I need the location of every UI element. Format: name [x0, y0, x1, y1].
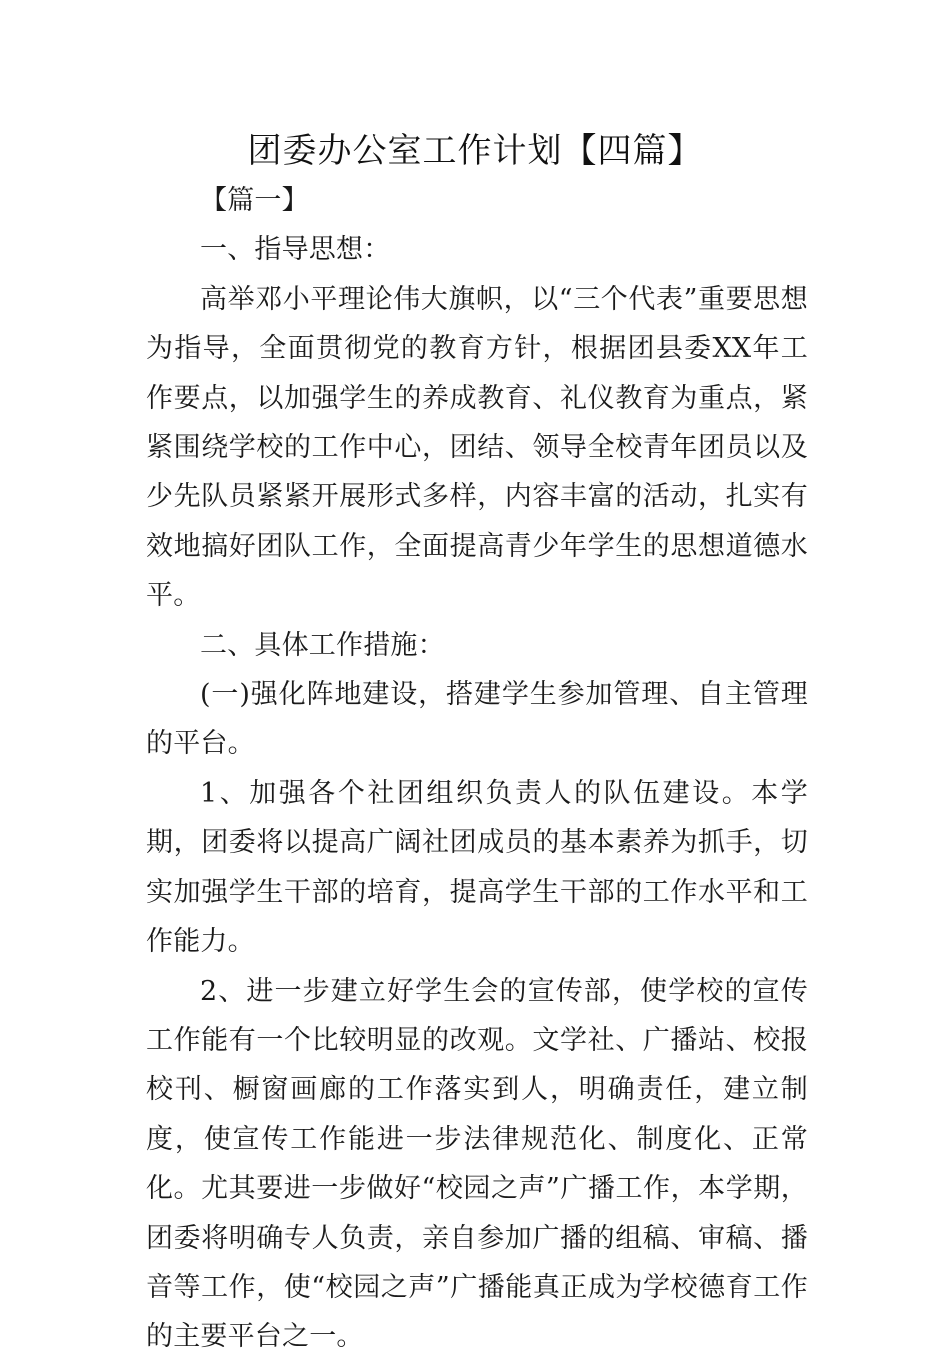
heading-guiding-ideology: 一、指导思想： — [200, 234, 391, 266]
document-title: 团委办公室工作计划【四篇】 — [247, 131, 703, 171]
heading-specific-measures: 二、具体工作措施： — [200, 629, 445, 661]
section-heading-part-one: 【篇一】 — [200, 185, 309, 216]
document-body — [146, 176, 808, 1362]
paragraph-item-two: 2、进一步建立好学生会的宣传部，使学校的宣传工作能有一个比较明显的改观。文学社、广播站、校报校刊、橱窗画廊的工作落实到人，明确责任，建立制度，使宣传工作能进一步法律规范化、制度化、正常化。尤其要进一步做好“校园之声”广播工作，本学期，团委将明确专人负责，亲自参加广播的组稿、审稿、播音等工作，使“校园之声”广播能真正成为学校德育工作的主要平台之一。 — [146, 975, 808, 1353]
paragraph-item-one: 1、加强各个社团组织负责人的队伍建设。本学期，团委将以提高广阔社团成员的基本素养为抓手，切实加强学生干部的培育，提高学生干部的工作水平和工作能力。 — [146, 777, 808, 958]
paragraph-guiding-ideology: 高举邓小平理论伟大旗帜，以“三个代表”重要思想为指导，全面贯彻党的教育方针，根据团县委XX年工作要点，以加强学生的养成教育、礼仪教育为重点，紧紧围绕学校的工作中心，团结、领导全校青年团员以及少先队员紧紧开展形式多样，内容丰富的活动，扎实有效地搞好团队工作，全面提高青少年学生的思想道德水平。 — [146, 283, 808, 612]
paragraph-measure-one: (一)强化阵地建设，搭建学生参加管理、自主管理的平台。 — [146, 679, 808, 760]
